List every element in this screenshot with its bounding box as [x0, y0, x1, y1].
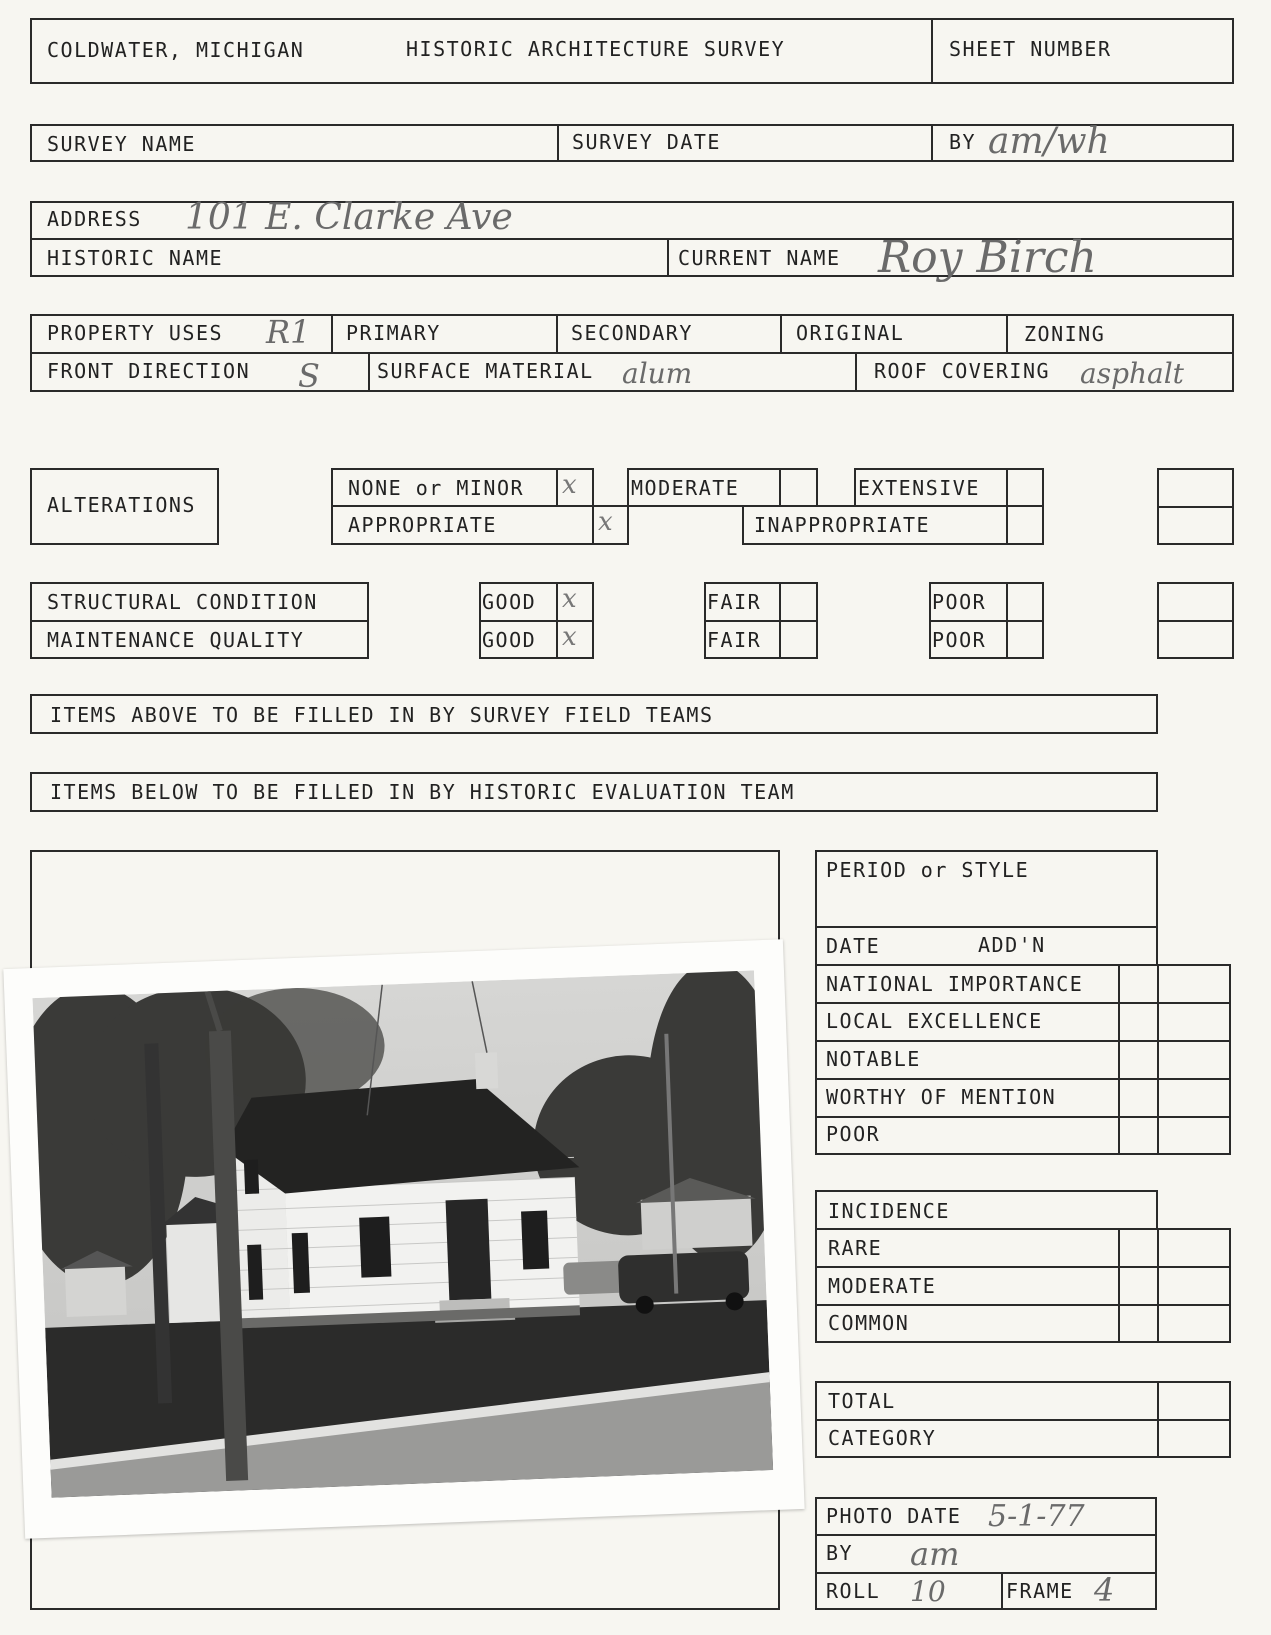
uses-v4 [1006, 314, 1008, 352]
ratings-row-line-2 [815, 1040, 1231, 1042]
photo-by-label: BY [826, 1541, 854, 1565]
uses-v2 [556, 314, 558, 352]
common-label: COMMON [828, 1311, 910, 1335]
incidence-col-1 [1118, 1228, 1120, 1343]
incidence-moderate-label: MODERATE [828, 1274, 937, 1298]
moderate-check-divider [779, 468, 781, 507]
roll-label: ROLL [826, 1579, 881, 1603]
uses-v5 [368, 352, 370, 392]
total-category-divider [815, 1419, 1231, 1421]
survey-by-label: BY [949, 130, 977, 154]
property-uses-value: R1 [266, 313, 311, 351]
historic-name-label: HISTORIC NAME [47, 246, 224, 270]
header-city: COLDWATER, MICHIGAN [47, 38, 305, 62]
fair-divider [704, 620, 818, 622]
roll-value: 10 [910, 1575, 946, 1608]
front-direction-value: S [298, 357, 320, 395]
category-label: CATEGORY [828, 1426, 937, 1450]
ratings-row-line-3 [815, 1078, 1231, 1080]
condition-score-divider [1157, 620, 1234, 622]
address-value: 101 E. Clarke Ave [185, 197, 513, 238]
extensive-label: EXTENSIVE [858, 476, 980, 500]
eval-date-label: DATE [826, 934, 881, 958]
current-name-label: CURRENT NAME [678, 246, 841, 270]
survey-divider-1 [557, 124, 559, 162]
photo-date-value: 5-1-77 [988, 1499, 1085, 1534]
fair-check-divider [779, 582, 781, 659]
incidence-col-2 [1157, 1228, 1159, 1343]
local-excellence-label: LOCAL EXCELLENCE [826, 1009, 1043, 1033]
uses-v6 [855, 352, 857, 392]
ratings-row-line-4 [815, 1116, 1231, 1118]
good-check-divider [556, 582, 558, 659]
incidence-row-line-1 [815, 1266, 1231, 1268]
notable-label: NOTABLE [826, 1047, 921, 1071]
ratings-col-1 [1118, 964, 1120, 1155]
structural-good-label: GOOD [482, 590, 537, 614]
none-minor-check: x [562, 470, 577, 500]
poor-divider [929, 620, 1044, 622]
header-divider [931, 18, 933, 84]
frame-value: 4 [1094, 1571, 1115, 1609]
appropriate-check: x [598, 507, 613, 537]
appropriate-check-divider [592, 505, 594, 545]
incidence-row-line-2 [815, 1304, 1231, 1306]
survey-divider-2 [931, 124, 933, 162]
roof-covering-label: ROOF COVERING [874, 359, 1051, 383]
alterations-score-divider [1157, 506, 1234, 508]
inappropriate-check-divider [1006, 505, 1008, 545]
alterations-label: ALTERATIONS [47, 493, 196, 517]
maintenance-quality-label: MAINTENANCE QUALITY [47, 628, 305, 652]
maintenance-poor-label: POOR [932, 628, 987, 652]
period-style-label: PERIOD or STYLE [826, 858, 1030, 882]
attached-photograph [3, 939, 804, 1539]
evaluation-team-note: ITEMS BELOW TO BE FILLED IN BY HISTORIC EVALUATION TEAM [50, 780, 795, 804]
structural-condition-label: STRUCTURAL CONDITION [47, 590, 318, 614]
eval-addn-label: ADD'N [978, 933, 1046, 957]
original-label: ORIGINAL [796, 321, 905, 345]
condition-label-divider [30, 620, 369, 622]
eval-poor-label: POOR [826, 1122, 881, 1146]
maintenance-good-label: GOOD [482, 628, 537, 652]
maintenance-fair-label: FAIR [707, 628, 762, 652]
appropriate-label: APPROPRIATE [348, 513, 497, 537]
photo-by-value: am [910, 1535, 960, 1573]
sheet-number-label: SHEET NUMBER [949, 37, 1112, 61]
none-minor-label: NONE or MINOR [348, 476, 525, 500]
national-importance-label: NATIONAL IMPORTANCE [826, 972, 1084, 996]
none-minor-check-divider [556, 468, 558, 507]
ratings-row-line-1 [815, 1002, 1231, 1004]
property-uses-label: PROPERTY USES [47, 321, 224, 345]
structural-poor-label: POOR [932, 590, 987, 614]
roof-covering-value: asphalt [1080, 357, 1184, 390]
secondary-label: SECONDARY [571, 321, 693, 345]
worthy-of-mention-label: WORTHY OF MENTION [826, 1085, 1057, 1109]
address-label: ADDRESS [47, 207, 142, 231]
primary-label: PRIMARY [346, 321, 441, 345]
roll-frame-divider [1001, 1572, 1003, 1610]
survey-date-label: SURVEY DATE [572, 130, 721, 154]
front-direction-label: FRONT DIRECTION [47, 359, 251, 383]
uses-v1 [331, 314, 333, 352]
uses-divider [30, 352, 1234, 354]
poor-check-divider [1006, 582, 1008, 659]
frame-label: FRAME [1006, 1579, 1074, 1603]
surface-material-label: SURFACE MATERIAL [377, 359, 594, 383]
zoning-label: ZONING [1024, 322, 1106, 346]
ratings-col-2 [1157, 964, 1159, 1155]
header-title: HISTORIC ARCHITECTURE SURVEY [406, 37, 786, 61]
structural-fair-label: FAIR [707, 590, 762, 614]
inappropriate-label: INAPPROPRIATE [754, 513, 931, 537]
extensive-check-divider [1006, 468, 1008, 507]
field-teams-note: ITEMS ABOVE TO BE FILLED IN BY SURVEY FIELD TEAMS [50, 703, 714, 727]
rare-label: RARE [828, 1236, 883, 1260]
moderate-label: MODERATE [631, 476, 740, 500]
uses-v3 [780, 314, 782, 352]
survey-by-value: am/wh [988, 121, 1110, 162]
total-category-col [1157, 1381, 1159, 1458]
survey-name-label: SURVEY NAME [47, 132, 196, 156]
total-label: TOTAL [828, 1389, 896, 1413]
house-photo-image [32, 970, 773, 1497]
maintenance-good-check: x [562, 622, 577, 652]
incidence-label: INCIDENCE [828, 1199, 950, 1223]
photo-date-label: PHOTO DATE [826, 1504, 962, 1528]
surface-material-value: alum [622, 357, 693, 390]
name-divider [667, 238, 669, 276]
photo-info-line-1 [815, 1534, 1157, 1536]
current-name-value: Roy Birch [878, 232, 1097, 283]
structural-good-check: x [562, 584, 577, 614]
